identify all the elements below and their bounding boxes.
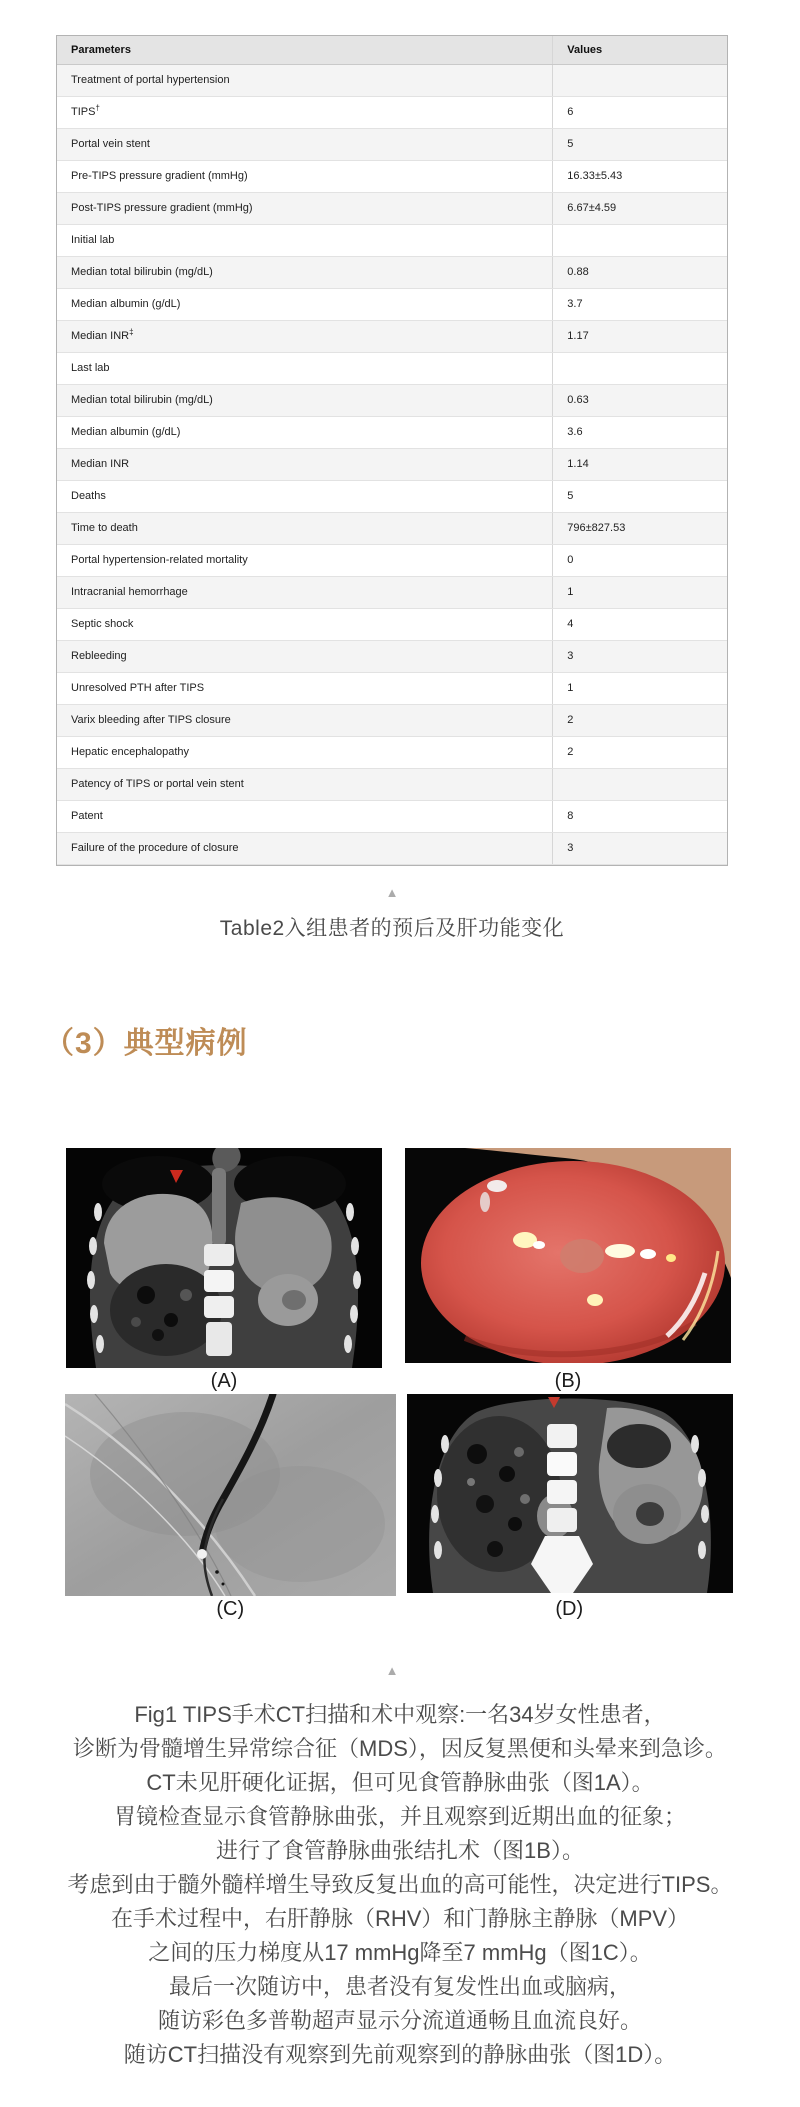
table-row	[57, 353, 727, 385]
figure-caption-line: 随访CT扫描没有观察到先前观察到的静脉曲张（图1D）。	[123, 2042, 677, 2067]
table-header-row	[57, 36, 727, 65]
parameter-cell: Post-TIPS pressure gradient (mmHg)	[57, 193, 553, 225]
parameter-cell: Varix bleeding after TIPS closure	[57, 705, 553, 737]
parameter-cell: Portal hypertension-related mortality	[57, 545, 553, 577]
value-cell	[553, 353, 727, 385]
table-row	[57, 545, 727, 577]
table-row	[57, 449, 727, 481]
parameter-cell: Patent	[57, 801, 553, 833]
value-cell: 8	[553, 801, 727, 833]
table-row	[57, 385, 727, 417]
table-body	[57, 65, 727, 865]
table-row	[57, 417, 727, 449]
table-row	[57, 257, 727, 289]
parameter-cell: TIPS†	[57, 97, 553, 129]
value-cell: 1	[553, 577, 727, 609]
figure-caption-line: 在手术过程中，右肝静脉（RHV）和门静脉主静脉（MPV）	[110, 1906, 690, 1931]
figure-caption-line: 最后一次随访中，患者没有复发性出血或脑病，	[168, 1974, 631, 1999]
table-row	[57, 641, 727, 673]
figure-caption-line: 胃镜检查显示食管静脉曲张，并且观察到近期出血的征象；	[113, 1804, 686, 1829]
figure-caption-line: 诊断为骨髓增生异常综合征（MDS），因反复黑便和头晕来到急诊。	[73, 1736, 727, 1761]
figure-caption-line: 随访彩色多普勒超声显示分流道通畅且血流良好。	[157, 2008, 642, 2033]
table-row	[57, 705, 727, 737]
table-row	[57, 65, 727, 97]
value-cell: 3.7	[553, 289, 727, 321]
figure-image-c-angiography	[65, 1394, 396, 1596]
figure-caption-line: 进行了食管静脉曲张结扎术（图1B）。	[216, 1838, 584, 1863]
value-cell: 1.17	[553, 321, 727, 353]
table-row	[57, 97, 727, 129]
figure-caption-line: 考虑到由于髓外髓样增生导致反复出血的高可能性，决定进行TIPS。	[67, 1872, 733, 1897]
figure-label-b: (B)	[554, 1370, 582, 1392]
table-row	[57, 577, 727, 609]
table-row	[57, 225, 727, 257]
figure-labels-row-1	[66, 1368, 732, 1394]
value-cell	[553, 769, 727, 801]
figure-image-b-endoscopy	[405, 1148, 731, 1368]
value-cell: 5	[553, 481, 727, 513]
table-row	[57, 289, 727, 321]
table-row	[57, 481, 727, 513]
figure-label-a: (A)	[210, 1370, 238, 1392]
results-table	[57, 36, 727, 865]
figure-image-a-ct-coronal	[66, 1148, 382, 1368]
value-cell: 2	[553, 705, 727, 737]
value-cell: 1	[553, 673, 727, 705]
parameter-cell: Median INR	[57, 449, 553, 481]
table-row	[57, 801, 727, 833]
value-cell: 3	[553, 833, 727, 865]
parameter-cell: Portal vein stent	[57, 129, 553, 161]
parameter-cell: Median albumin (g/dL)	[57, 417, 553, 449]
table-row	[57, 513, 727, 545]
figure-labels-row-2	[65, 1596, 732, 1622]
parameter-cell: Last lab	[57, 353, 553, 385]
table-row	[57, 193, 727, 225]
parameter-cell: Unresolved PTH after TIPS	[57, 673, 553, 705]
parameter-cell: Pre-TIPS pressure gradient (mmHg)	[57, 161, 553, 193]
figure-label-c: (C)	[216, 1598, 245, 1620]
figure-label-d: (D)	[555, 1598, 584, 1620]
value-cell: 16.33±5.43	[553, 161, 727, 193]
value-cell: 4	[553, 609, 727, 641]
parameter-cell: Deaths	[57, 481, 553, 513]
value-cell: 2	[553, 737, 727, 769]
figure-caption	[20, 1698, 780, 2072]
value-cell: 0.88	[553, 257, 727, 289]
table-row	[57, 673, 727, 705]
value-cell: 3	[553, 641, 727, 673]
parameter-cell: Median total bilirubin (mg/dL)	[57, 385, 553, 417]
parameter-cell: Patency of TIPS or portal vein stent	[57, 769, 553, 801]
parameter-cell: Time to death	[57, 513, 553, 545]
table-row	[57, 737, 727, 769]
section-heading: （3）典型病例	[44, 1027, 248, 1060]
parameter-cell: Intracranial hemorrhage	[57, 577, 553, 609]
table-row	[57, 769, 727, 801]
parameter-cell: Median total bilirubin (mg/dL)	[57, 257, 553, 289]
value-cell: 0	[553, 545, 727, 577]
parameter-cell: Rebleeding	[57, 641, 553, 673]
value-cell: 1.14	[553, 449, 727, 481]
results-table-container	[56, 35, 728, 866]
column-header-parameters: Parameters	[57, 36, 553, 65]
figure-image-d-ct-coronal	[407, 1394, 733, 1596]
table-row	[57, 833, 727, 865]
figure-caption-line: 之间的压力梯度从17 mmHg降至7 mmHg（图1C）。	[148, 1940, 652, 1965]
parameter-cell: Septic shock	[57, 609, 553, 641]
value-cell: 6.67±4.59	[553, 193, 727, 225]
value-cell	[553, 65, 727, 97]
table-caption: Table2入组患者的预后及肝功能变化	[219, 917, 565, 940]
figure-row-2	[65, 1394, 733, 1596]
parameter-cell: Median INR‡	[57, 321, 553, 353]
value-cell: 0.63	[553, 385, 727, 417]
table-row	[57, 321, 727, 353]
value-cell: 3.6	[553, 417, 727, 449]
table-row	[57, 609, 727, 641]
value-cell: 5	[553, 129, 727, 161]
figure-caption-line: CT未见肝硬化证据，但可见食管静脉曲张（图1A）。	[146, 1770, 654, 1795]
value-cell: 796±827.53	[553, 513, 727, 545]
parameter-cell: Hepatic encephalopathy	[57, 737, 553, 769]
parameter-cell: Treatment of portal hypertension	[57, 65, 553, 97]
parameter-cell: Failure of the procedure of closure	[57, 833, 553, 865]
figure-row-1	[66, 1148, 731, 1368]
table-row	[57, 161, 727, 193]
value-cell	[553, 225, 727, 257]
collapse-triangle-icon: ▲	[385, 1663, 399, 1678]
collapse-triangle-icon: ▲	[385, 885, 399, 900]
column-header-values: Values	[553, 36, 727, 65]
figure-caption-line: Fig1 TIPS手术CT扫描和术中观察:一名34岁女性患者，	[134, 1702, 666, 1727]
table-row	[57, 129, 727, 161]
parameter-cell: Median albumin (g/dL)	[57, 289, 553, 321]
value-cell: 6	[553, 97, 727, 129]
parameter-cell: Initial lab	[57, 225, 553, 257]
